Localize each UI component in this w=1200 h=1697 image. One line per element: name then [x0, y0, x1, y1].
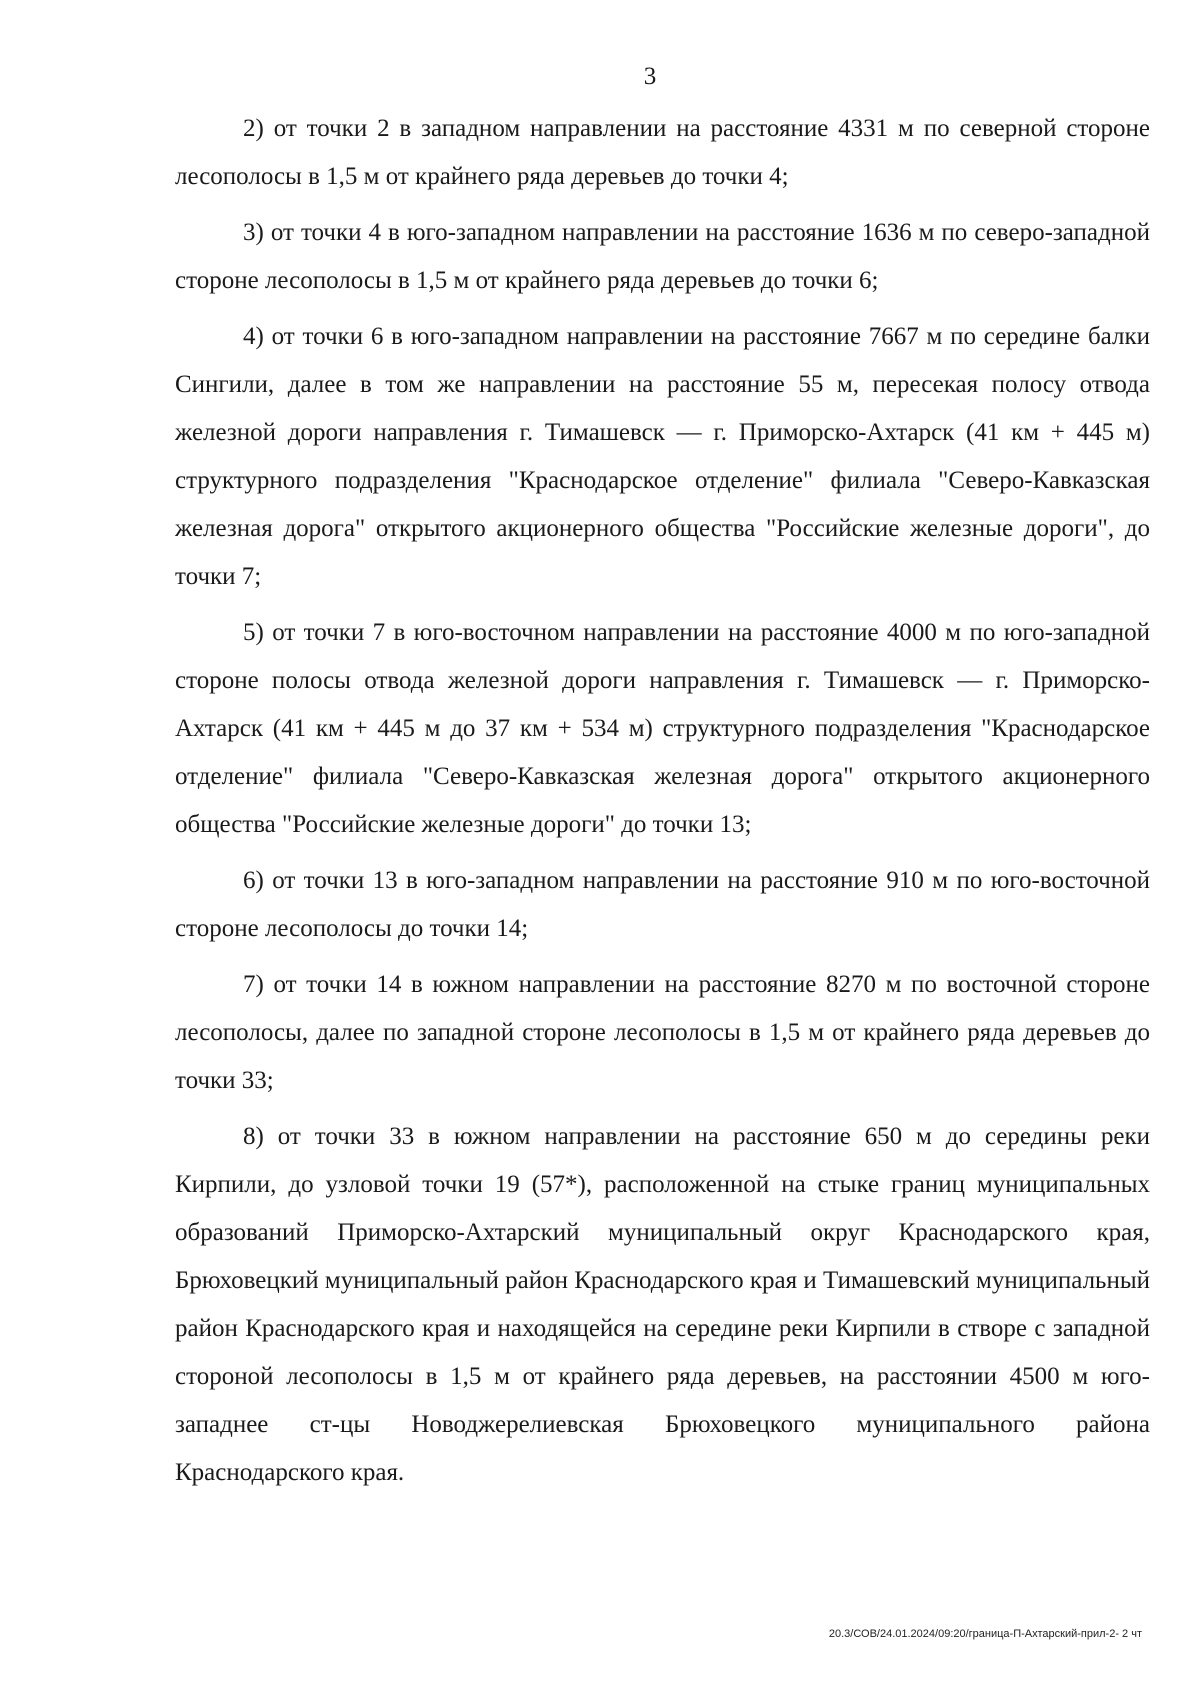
document-code-footer: 20.3/СОВ/24.01.2024/09:20/граница-П-Ахтарский-прил-2- 2 чт: [828, 1628, 1142, 1640]
paragraph-6: 6) от точки 13 в юго-западном направлении на расстояние 910 м по юго-восточной стороне лесополосы до точки 14;: [175, 867, 1150, 942]
page-number: 3: [643, 63, 657, 90]
paragraph-5: 5) от точки 7 в юго-восточном направлении на расстояние 4000 м по юго-западной стороне полосы отвода железной дороги направления г. Тимашевск — г. Приморско-Ахтарск (41 км + 445 м до 37 км + 534 м) структурного подразделения "Краснодарское отделение" филиала "Северо-Кавказская железная дорога" открытого акционерного общества "Российские железные дороги" до точки 13;: [175, 619, 1150, 838]
paragraph-7: 7) от точки 14 в южном направлении на расстояние 8270 м по восточной стороне лесополосы, далее по западной стороне лесополосы в 1,5 м от крайнего ряда деревьев до точки 33;: [175, 971, 1150, 1094]
paragraph-2: 2) от точки 2 в западном направлении на расстояние 4331 м по северной стороне лесополосы в 1,5 м от крайнего ряда деревьев до точки 4;: [175, 115, 1150, 190]
document-body: [175, 105, 1150, 1505]
paragraph-3: 3) от точки 4 в юго-западном направлении на расстояние 1636 м по северо-западной стороне лесополосы в 1,5 м от крайнего ряда деревьев до точки 6;: [175, 219, 1150, 294]
paragraph-8: 8) от точки 33 в южном направлении на расстояние 650 м до середины реки Кирпили, до узловой точки 19 (57*), расположенной на стыке границ муниципальных образований Приморско-Ахтарский муниципальный округ Краснодарского края, Брюховецкий муниципальный район Краснодарского края и Тимашевский муниципальный район Краснодарского края и находящейся на середине реки Кирпили в створе с западной стороной лесополосы в 1,5 м от крайнего ряда деревьев, на расстоянии 4500 м юго-западнее ст-цы Новоджерелиевская Брюховецкого муниципального района Краснодарского края.: [175, 1123, 1151, 1486]
paragraph-4: 4) от точки 6 в юго-западном направлении на расстояние 7667 м по середине балки Сингили, далее в том же направлении на расстояние 55 м, пересекая полосу отвода железной дороги направления г. Тимашевск — г. Приморско-Ахтарск (41 км + 445 м) структурного подразделения "Краснодарское отделение" филиала "Северо-Кавказская железная дорога" открытого акционерного общества "Российские железные дороги", до точки 7;: [175, 323, 1150, 590]
